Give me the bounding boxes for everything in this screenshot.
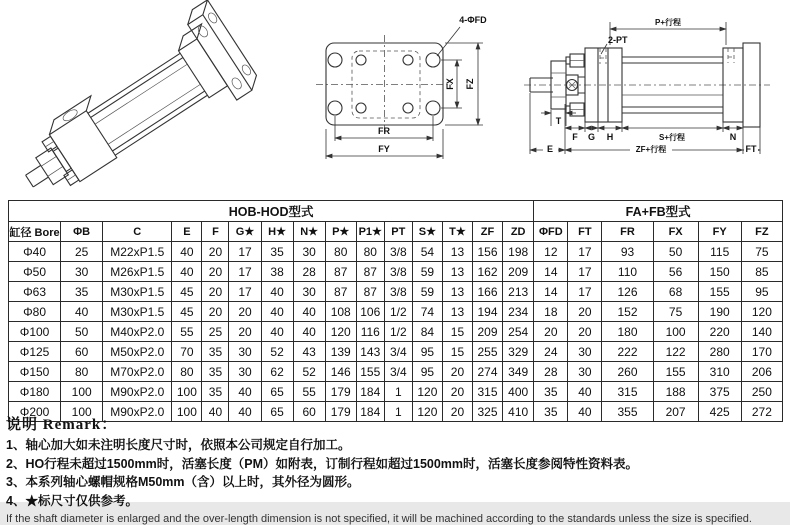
dim-label-fx: FX: [445, 78, 455, 90]
dim-cell: 55: [293, 382, 325, 402]
dim-cell: 25: [61, 242, 103, 262]
tie-rod-hole: [356, 103, 366, 113]
table-row: [9, 382, 783, 402]
dim-cell: 87: [325, 282, 356, 302]
dim-cell: 74: [412, 302, 442, 322]
dim-cell: 220: [698, 322, 741, 342]
dim-cell: M22xP1.5: [103, 242, 172, 262]
dim-cell: M90xP2.0: [103, 402, 172, 422]
dim-cell: 120: [741, 302, 782, 322]
dim-cell: 40: [61, 302, 103, 322]
dim-cell: 35: [202, 362, 229, 382]
column-header: FT: [568, 222, 602, 242]
column-header: P1★: [356, 222, 384, 242]
column-header: H★: [261, 222, 293, 242]
group-header-fa-fb: FA+FB型式: [534, 201, 783, 222]
dim-cell: 43: [293, 342, 325, 362]
dim-cell: 274: [472, 362, 502, 382]
column-header: T★: [442, 222, 472, 242]
dim-cell: 190: [698, 302, 741, 322]
dim-cell: 155: [653, 362, 698, 382]
dim-cell: 45: [172, 302, 202, 322]
dim-cell: 17: [229, 262, 261, 282]
remark-section: [6, 413, 786, 525]
dim-cell: 35: [202, 342, 229, 362]
dim-cell: Φ40: [9, 242, 61, 262]
dim-cell: 75: [653, 302, 698, 322]
table-row: [9, 242, 783, 262]
dim-cell: 1: [384, 402, 412, 422]
dim-cell: 28: [534, 362, 568, 382]
dim-cell: 140: [741, 322, 782, 342]
dim-cell: 166: [472, 282, 502, 302]
dim-label-e: E: [546, 144, 554, 154]
dim-cell: 170: [741, 342, 782, 362]
dim-cell: 17: [568, 242, 602, 262]
dim-cell: 60: [293, 402, 325, 422]
dim-table-body: [9, 242, 783, 422]
dim-cell: 17: [229, 242, 261, 262]
dim-cell: 120: [325, 322, 356, 342]
dim-cell: 315: [602, 382, 653, 402]
dim-cell: 54: [412, 242, 442, 262]
dim-cell: 150: [698, 262, 741, 282]
remark-item: 4、★标尺寸仅供参考。: [6, 493, 138, 508]
dim-cell: 315: [472, 382, 502, 402]
dim-cell: 100: [61, 402, 103, 422]
dim-cell: 35: [202, 382, 229, 402]
dim-cell: 180: [602, 322, 653, 342]
dim-cell: 222: [602, 342, 653, 362]
dim-cell: Φ125: [9, 342, 61, 362]
dim-cell: 255: [472, 342, 502, 362]
remark-item: 2、HO行程未超过1500mm时，活塞长度（PM）如附表，订制行程如超过1500mm时，活塞长度参阅特性资料表。: [6, 456, 639, 471]
dim-cell: 3/4: [384, 342, 412, 362]
dim-cell: M26xP1.5: [103, 262, 172, 282]
dim-cell: 194: [472, 302, 502, 322]
dim-cell: 108: [325, 302, 356, 322]
dim-cell: 188: [653, 382, 698, 402]
column-header: S★: [412, 222, 442, 242]
dim-label-t: T: [555, 116, 562, 126]
dim-cell: 56: [653, 262, 698, 282]
table-row: [9, 322, 783, 342]
column-header: ZD: [503, 222, 534, 242]
mount-hole: [328, 101, 342, 115]
column-header: P★: [325, 222, 356, 242]
dim-cell: 93: [602, 242, 653, 262]
dim-cell: 1/2: [384, 322, 412, 342]
dim-cell: 80: [325, 242, 356, 262]
dim-cell: 20: [229, 322, 261, 342]
dim-cell: 40: [261, 302, 293, 322]
dim-cell: 59: [412, 282, 442, 302]
remark-clipped-line: If the shaft diameter is enlarged and the over-length dimension is not specified, it will be machined according to the standards unless the size is specified.: [6, 513, 752, 525]
table-row: [9, 282, 783, 302]
dim-cell: 55: [172, 322, 202, 342]
dim-cell: 14: [534, 262, 568, 282]
dim-cell: 115: [698, 242, 741, 262]
tie-rod-hole: [403, 55, 413, 65]
dim-cell: Φ63: [9, 282, 61, 302]
dim-cell: Φ50: [9, 262, 61, 282]
dim-cell: 179: [325, 382, 356, 402]
dim-cell: 20: [202, 262, 229, 282]
dim-cell: 410: [503, 402, 534, 422]
dim-cell: 87: [356, 282, 384, 302]
dim-cell: 20: [534, 322, 568, 342]
table-column-header-row: [9, 222, 783, 242]
dim-cell: 18: [534, 302, 568, 322]
dim-cell: 329: [503, 342, 534, 362]
dim-cell: 349: [503, 362, 534, 382]
dim-cell: 13: [442, 282, 472, 302]
column-header: E: [172, 222, 202, 242]
dim-cell: 35: [534, 402, 568, 422]
dim-label-h: H: [606, 132, 614, 142]
column-header: ΦFD: [534, 222, 568, 242]
dim-cell: 40: [568, 382, 602, 402]
dimension-table: [8, 200, 783, 422]
dim-cell: 13: [442, 242, 472, 262]
dim-cell: 20: [568, 302, 602, 322]
dim-cell: 250: [741, 382, 782, 402]
dim-cell: 20: [442, 382, 472, 402]
dim-cell: 400: [503, 382, 534, 402]
dim-cell: 146: [325, 362, 356, 382]
dim-cell: 40: [568, 402, 602, 422]
dim-cell: 206: [741, 362, 782, 382]
tie-rod-hole: [403, 103, 413, 113]
dim-cell: M30xP1.5: [103, 302, 172, 322]
dim-cell: 20: [229, 302, 261, 322]
dim-cell: 30: [293, 242, 325, 262]
remark-item: 3、本系列轴心螺帽规格M50mm（含）以上时，其外径为圆形。: [6, 475, 360, 489]
mount-hole: [328, 53, 342, 67]
dim-cell: 40: [293, 322, 325, 342]
dim-cell: 62: [261, 362, 293, 382]
dim-cell: M30xP1.5: [103, 282, 172, 302]
dim-cell: M40xP2.0: [103, 322, 172, 342]
column-header: N★: [293, 222, 325, 242]
dim-cell: 30: [568, 342, 602, 362]
table-row: [9, 362, 783, 382]
dim-cell: 30: [568, 362, 602, 382]
dim-label-fz: FZ: [465, 78, 475, 90]
dim-cell: 20: [442, 362, 472, 382]
dim-cell: 24: [534, 342, 568, 362]
dim-cell: 355: [602, 402, 653, 422]
dim-cell: 184: [356, 382, 384, 402]
dim-cell: 20: [202, 242, 229, 262]
drawings-section: [0, 0, 790, 198]
dim-cell: 1: [384, 382, 412, 402]
dim-cell: 70: [172, 342, 202, 362]
dim-cell: 1/2: [384, 302, 412, 322]
dim-cell: 17: [229, 282, 261, 302]
column-header: C: [103, 222, 172, 242]
dim-cell: 3/8: [384, 282, 412, 302]
dim-cell: 38: [261, 262, 293, 282]
dim-cell: 100: [172, 402, 202, 422]
dim-cell: 155: [698, 282, 741, 302]
dim-cell: Φ100: [9, 322, 61, 342]
table-group-header-row: [9, 201, 783, 222]
dim-cell: 100: [172, 382, 202, 402]
dim-cell: 20: [568, 322, 602, 342]
flange-face-drawing: [300, 0, 520, 190]
dim-cell: 35: [61, 282, 103, 302]
dim-cell: 95: [412, 342, 442, 362]
remark-list: [6, 436, 786, 510]
dim-cell: 139: [325, 342, 356, 362]
table-row: [9, 262, 783, 282]
dim-cell: 40: [202, 402, 229, 422]
dim-cell: 179: [325, 402, 356, 422]
dim-cell: 280: [698, 342, 741, 362]
dim-label-ft: FT: [745, 144, 757, 154]
dim-cell: 17: [568, 282, 602, 302]
column-header: ZF: [472, 222, 502, 242]
dim-cell: 143: [356, 342, 384, 362]
dim-cell: 15: [442, 342, 472, 362]
dim-cell: 122: [653, 342, 698, 362]
dim-cell: Φ200: [9, 402, 61, 422]
dim-label-zf: ZF+行程: [635, 145, 667, 154]
iso-view-drawing: [10, 0, 310, 198]
dim-cell: M50xP2.0: [103, 342, 172, 362]
dim-cell: 162: [472, 262, 502, 282]
dim-cell: 325: [472, 402, 502, 422]
dim-cell: 156: [472, 242, 502, 262]
dim-cell: 95: [412, 362, 442, 382]
dim-label-f: F: [572, 132, 578, 142]
dim-cell: 40: [261, 322, 293, 342]
dim-cell: 254: [503, 322, 534, 342]
table-row: [9, 342, 783, 362]
column-header: G★: [229, 222, 261, 242]
dim-cell: 40: [229, 382, 261, 402]
dim-cell: 52: [261, 342, 293, 362]
dim-cell: 106: [356, 302, 384, 322]
dim-cell: 65: [261, 382, 293, 402]
dim-label-fr: FR: [378, 126, 390, 136]
dim-cell: 52: [293, 362, 325, 382]
dim-cell: 12: [534, 242, 568, 262]
dim-cell: 20: [202, 282, 229, 302]
remark-title: 说明 Remark：: [6, 417, 118, 433]
dim-cell: Φ80: [9, 302, 61, 322]
column-header: 缸径 Bore: [9, 222, 61, 242]
dim-cell: 87: [325, 262, 356, 282]
dim-cell: 310: [698, 362, 741, 382]
dim-cell: 30: [229, 362, 261, 382]
table-row: [9, 302, 783, 322]
side-view-drawing: [520, 0, 790, 170]
dim-cell: 87: [356, 262, 384, 282]
flange-hole: [230, 76, 243, 90]
dim-cell: 50: [653, 242, 698, 262]
dim-cell: Φ150: [9, 362, 61, 382]
dim-cell: 198: [503, 242, 534, 262]
column-header: FY: [698, 222, 741, 242]
column-header: FZ: [741, 222, 782, 242]
dim-cell: Φ180: [9, 382, 61, 402]
column-header: FX: [653, 222, 698, 242]
port-label-2pt: 2-PT: [608, 35, 628, 45]
rear-flange: [188, 15, 252, 100]
dim-cell: 13: [442, 262, 472, 282]
dim-cell: 100: [653, 322, 698, 342]
dim-cell: 30: [61, 262, 103, 282]
dim-cell: 425: [698, 402, 741, 422]
dim-cell: 20: [442, 402, 472, 422]
dim-cell: 28: [293, 262, 325, 282]
callout-4-fd: 4-ΦFD: [459, 15, 487, 25]
dim-cell: 95: [741, 282, 782, 302]
dim-cell: 120: [412, 382, 442, 402]
column-header: F: [202, 222, 229, 242]
dim-cell: M70xP2.0: [103, 362, 172, 382]
piston-rod: [26, 165, 49, 187]
dim-label-g: G: [587, 132, 596, 142]
dim-cell: 3/8: [384, 262, 412, 282]
dim-cell: 60: [61, 342, 103, 362]
dim-cell: 184: [356, 402, 384, 422]
dim-cell: 126: [602, 282, 653, 302]
dim-cell: 80: [172, 362, 202, 382]
dim-cell: 3/8: [384, 242, 412, 262]
dim-cell: 30: [229, 342, 261, 362]
dim-label-p: P+行程: [654, 18, 682, 27]
dim-cell: 152: [602, 302, 653, 322]
dim-cell: 209: [503, 262, 534, 282]
mount-hole: [426, 101, 440, 115]
dim-cell: 40: [172, 242, 202, 262]
dim-cell: 3/4: [384, 362, 412, 382]
dim-cell: 45: [172, 282, 202, 302]
dim-cell: 375: [698, 382, 741, 402]
dim-cell: 15: [442, 322, 472, 342]
dim-label-s: S+行程: [658, 133, 686, 142]
dim-cell: 40: [261, 282, 293, 302]
dim-cell: 17: [568, 262, 602, 282]
tie-rod-hole: [356, 55, 366, 65]
dim-cell: 155: [356, 362, 384, 382]
dim-cell: 14: [534, 282, 568, 302]
dim-cell: 13: [442, 302, 472, 322]
dim-cell: 260: [602, 362, 653, 382]
column-header: FR: [602, 222, 653, 242]
dim-cell: 272: [741, 402, 782, 422]
remark-item: 1、轴心加大如未注明长度尺寸时，依照本公司规定自行加工。: [6, 438, 351, 452]
dim-cell: 20: [202, 302, 229, 322]
dim-cell: 84: [412, 322, 442, 342]
dim-label-fy: FY: [378, 144, 390, 154]
dim-cell: 207: [653, 402, 698, 422]
dim-cell: 120: [412, 402, 442, 422]
dim-cell: 85: [741, 262, 782, 282]
dim-cell: 80: [61, 362, 103, 382]
dim-cell: 35: [534, 382, 568, 402]
dim-cell: 209: [472, 322, 502, 342]
dim-label-n: N: [729, 132, 737, 142]
dim-cell: 35: [261, 242, 293, 262]
column-header: PT: [384, 222, 412, 242]
dim-cell: 116: [356, 322, 384, 342]
group-header-hob-hod: HOB-HOD型式: [9, 201, 534, 222]
dim-cell: 100: [61, 382, 103, 402]
dim-cell: 25: [202, 322, 229, 342]
dim-cell: 40: [229, 402, 261, 422]
dim-cell: 50: [61, 322, 103, 342]
dim-cell: 234: [503, 302, 534, 322]
dim-cell: 30: [293, 282, 325, 302]
dim-cell: 68: [653, 282, 698, 302]
dim-cell: 213: [503, 282, 534, 302]
dim-cell: 110: [602, 262, 653, 282]
front-head: [49, 111, 116, 182]
dim-cell: 40: [293, 302, 325, 322]
dim-cell: 75: [741, 242, 782, 262]
dim-cell: 80: [356, 242, 384, 262]
dim-cell: 59: [412, 262, 442, 282]
dim-cell: 40: [172, 262, 202, 282]
dim-cell: 65: [261, 402, 293, 422]
dim-cell: M90xP2.0: [103, 382, 172, 402]
column-header: ΦB: [61, 222, 103, 242]
